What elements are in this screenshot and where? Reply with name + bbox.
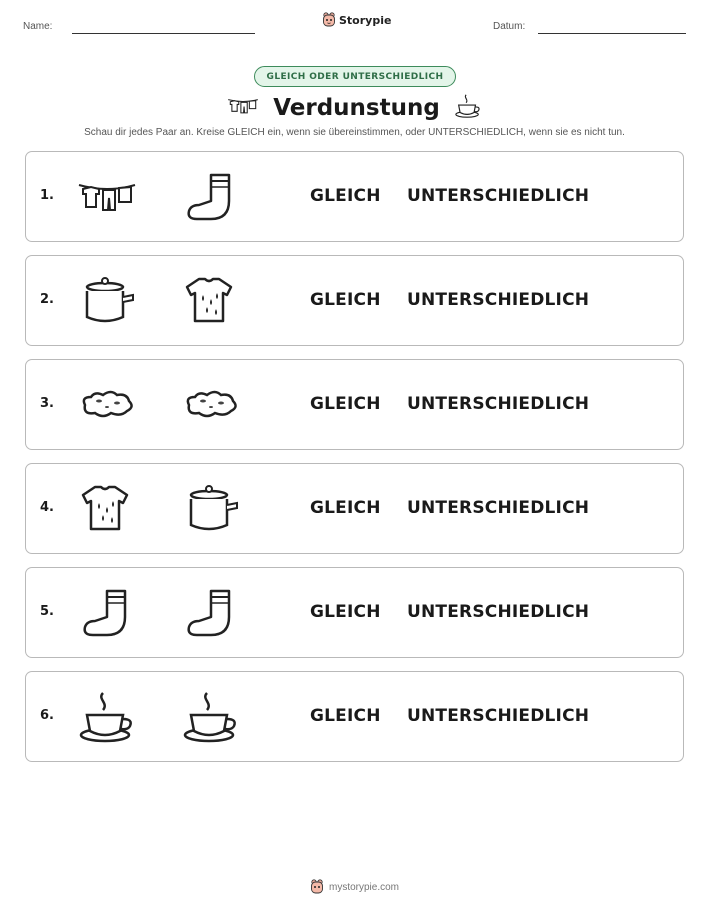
brand-name: Storypie bbox=[339, 13, 392, 27]
option-same[interactable]: GLEICH bbox=[310, 706, 381, 726]
sock-icon bbox=[77, 585, 137, 641]
puddle-icon bbox=[181, 377, 241, 433]
steaming-cup-icon bbox=[181, 689, 241, 745]
date-label: Datum: bbox=[493, 21, 526, 32]
option-different[interactable]: UNTERSCHIEDLICH bbox=[407, 602, 590, 622]
wet-shirt-icon bbox=[181, 273, 241, 329]
worksheet-type-badge: GLEICH ODER UNTERSCHIEDLICH bbox=[254, 66, 456, 87]
row-number: 5. bbox=[40, 604, 54, 619]
puddle-icon bbox=[77, 377, 137, 433]
row-number: 4. bbox=[40, 500, 54, 515]
steaming-cup-icon bbox=[77, 689, 137, 745]
page-title: Verdunstung bbox=[273, 95, 440, 121]
sock-icon bbox=[181, 585, 241, 641]
option-same[interactable]: GLEICH bbox=[310, 498, 381, 518]
row-number: 6. bbox=[40, 708, 54, 723]
wet-shirt-icon bbox=[77, 481, 137, 537]
brand-logo bbox=[322, 12, 391, 28]
sock-icon bbox=[181, 169, 241, 225]
option-same[interactable]: GLEICH bbox=[310, 186, 381, 206]
exercise-row-2 bbox=[25, 255, 684, 346]
date-line[interactable] bbox=[538, 33, 686, 34]
option-same[interactable]: GLEICH bbox=[310, 394, 381, 414]
exercise-row-3 bbox=[25, 359, 684, 450]
name-label: Name: bbox=[23, 21, 53, 32]
footer-site-link[interactable]: mystorypie.com bbox=[328, 881, 399, 893]
pot-icon bbox=[181, 481, 241, 537]
option-different[interactable]: UNTERSCHIEDLICH bbox=[407, 290, 590, 310]
footer bbox=[0, 879, 709, 895]
exercise-row-6 bbox=[25, 671, 684, 762]
clothesline-icon bbox=[227, 97, 259, 120]
option-same[interactable]: GLEICH bbox=[310, 290, 381, 310]
instructions-text: Schau dir jedes Paar an. Kreise GLEICH ein, wenn sie übereinstimmen, oder UNTERSCHIEDLICH, wenn sie es nicht tun. bbox=[84, 127, 625, 138]
exercise-row-4 bbox=[25, 463, 684, 554]
row-number: 1. bbox=[40, 188, 54, 203]
option-same[interactable]: GLEICH bbox=[310, 602, 381, 622]
row-number: 3. bbox=[40, 396, 54, 411]
option-different[interactable]: UNTERSCHIEDLICH bbox=[407, 186, 590, 206]
pot-icon bbox=[77, 273, 137, 329]
storypie-mascot-icon bbox=[322, 12, 336, 28]
name-line[interactable] bbox=[72, 33, 255, 34]
exercise-row-1 bbox=[25, 151, 684, 242]
exercise-row-5 bbox=[25, 567, 684, 658]
option-different[interactable]: UNTERSCHIEDLICH bbox=[407, 394, 590, 414]
clothesline-icon bbox=[77, 169, 137, 225]
storypie-mascot-icon bbox=[310, 879, 324, 895]
option-different[interactable]: UNTERSCHIEDLICH bbox=[407, 706, 590, 726]
row-number: 2. bbox=[40, 292, 54, 307]
steaming-cup-icon bbox=[454, 92, 482, 125]
option-different[interactable]: UNTERSCHIEDLICH bbox=[407, 498, 590, 518]
